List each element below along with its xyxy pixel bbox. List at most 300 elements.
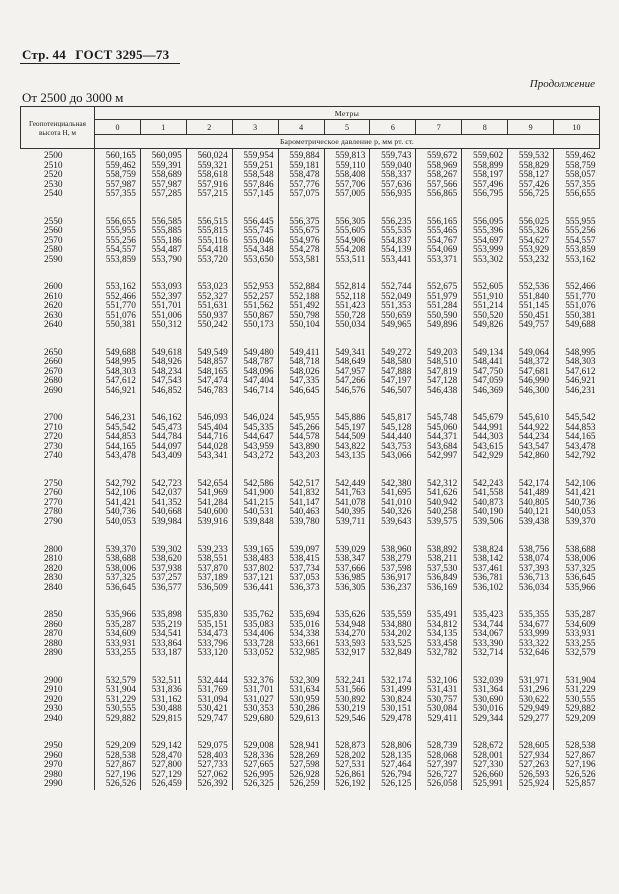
- pressure-value: 548,303: [565, 357, 596, 368]
- pressure-cell: [416, 477, 462, 543]
- height-value: 2500: [43, 151, 63, 161]
- pressure-value: 538,756: [518, 544, 550, 555]
- pressure-value: 550,104: [289, 320, 320, 331]
- pressure-value: 553,162: [105, 282, 136, 293]
- pressure-cell: [278, 346, 324, 412]
- pressure-value: 535,966: [105, 610, 136, 621]
- table-row: [21, 215, 600, 281]
- pressure-cell: [508, 543, 554, 609]
- height-value: 2520: [43, 170, 63, 180]
- pressure-value: 541,010: [381, 497, 412, 508]
- pressure-value: 530,757: [427, 694, 458, 705]
- pressure-value: 539,780: [289, 516, 320, 527]
- pressure-value: 536,917: [381, 573, 412, 584]
- pressure-value: 538,824: [472, 544, 504, 555]
- gost-number: ГОСТ 3295—73: [75, 47, 170, 62]
- pressure-value: 532,782: [427, 648, 458, 659]
- pressure-value: 542,929: [472, 451, 504, 462]
- pressure-value: 547,819: [427, 366, 458, 377]
- pressure-value: 531,229: [565, 685, 596, 696]
- pressure-value: 526,660: [472, 769, 504, 780]
- pressure-value: 545,955: [289, 413, 320, 424]
- pressure-value: 558,548: [243, 170, 274, 180]
- pressure-cell: [278, 149, 324, 215]
- pressure-value: 535,287: [105, 619, 136, 630]
- pressure-value: 547,059: [472, 376, 504, 387]
- pressure-value: 529,411: [427, 713, 458, 724]
- pressure-value: 533,187: [151, 648, 182, 659]
- pressure-value: 550,728: [335, 310, 366, 321]
- pressure-value: 542,792: [105, 478, 136, 489]
- pressure-value: 527,531: [335, 760, 366, 771]
- pressure-cell: [370, 149, 416, 215]
- pressure-value: 529,209: [105, 741, 136, 752]
- pressure-value: 553,023: [197, 282, 228, 293]
- pressure-cell: [370, 739, 416, 790]
- pressure-value: 541,147: [289, 497, 320, 508]
- pressure-cell: [232, 346, 278, 412]
- pressure-value: 546,369: [472, 385, 504, 396]
- pressure-value: 547,612: [565, 366, 596, 377]
- pressure-cell: [416, 543, 462, 609]
- pressure-value: 542,106: [565, 478, 596, 489]
- pressure-value: 547,266: [335, 376, 366, 387]
- pressure-value: 554,418: [197, 245, 228, 256]
- pressure-value: 559,743: [381, 151, 412, 161]
- pressure-cell: [370, 346, 416, 412]
- pressure-value: 527,397: [427, 760, 458, 771]
- pressure-value: 557,355: [105, 189, 136, 199]
- pressure-cell: [95, 674, 141, 740]
- pressure-value: 527,934: [518, 750, 550, 761]
- pressure-value: 526,192: [335, 779, 366, 790]
- pressure-value: 535,626: [335, 610, 366, 621]
- pressure-cell: [232, 739, 278, 790]
- pressure-value: 545,542: [105, 422, 136, 433]
- pressure-cell: [186, 280, 232, 346]
- height-value: 2650: [43, 347, 63, 358]
- table-body: [21, 149, 600, 790]
- pressure-value: 544,853: [565, 422, 596, 433]
- pressure-value: 553,999: [472, 245, 504, 256]
- pressure-cell: [278, 739, 324, 790]
- pressure-value: 545,610: [518, 413, 550, 424]
- pressure-value: 549,203: [427, 347, 458, 358]
- pressure-cell: [324, 674, 370, 740]
- pressure-value: 545,128: [381, 422, 412, 433]
- height-value: 2780: [43, 507, 63, 518]
- height-value: 2880: [43, 638, 63, 649]
- height-value: 2550: [43, 216, 63, 227]
- pressure-value: 541,352: [151, 497, 182, 508]
- pressure-value: 557,355: [565, 179, 596, 190]
- column-header-row: [21, 120, 600, 135]
- pressure-value: 541,078: [335, 497, 366, 508]
- height-value: 2850: [43, 610, 63, 621]
- pressure-value: 537,393: [518, 563, 550, 574]
- pressure-value: 528,605: [518, 741, 550, 752]
- pressure-cell: [186, 411, 232, 477]
- pressure-value: 557,145: [243, 189, 274, 199]
- column-header: 10: [554, 120, 600, 135]
- pressure-value: 552,536: [518, 282, 550, 293]
- column-header: 2: [186, 120, 232, 135]
- height-value: 2640: [43, 320, 63, 331]
- pressure-value: 546,300: [518, 385, 550, 396]
- pressure-value: 534,880: [381, 619, 412, 630]
- pressure-value: 530,488: [151, 704, 182, 715]
- pressure-value: 526,459: [151, 779, 182, 790]
- height-value: 2700: [43, 413, 63, 424]
- pressure-value: 547,888: [381, 366, 412, 377]
- pressure-value: 555,116: [197, 235, 228, 246]
- pressure-value: 528,739: [427, 741, 458, 752]
- pressure-value: 537,325: [105, 573, 136, 584]
- header-rule: [20, 63, 180, 64]
- pressure-value: 539,233: [197, 544, 228, 555]
- pressure-value: 540,121: [518, 507, 550, 518]
- pressure-value: 547,128: [427, 376, 458, 387]
- pressure-value: 532,106: [427, 675, 458, 686]
- height-cell: [21, 215, 95, 281]
- pressure-value: 538,892: [427, 544, 458, 555]
- pressure-cell: [324, 608, 370, 674]
- pressure-value: 553,511: [335, 254, 366, 265]
- pressure-cell: [324, 739, 370, 790]
- pressure-cell: [462, 411, 508, 477]
- pressure-value: 536,373: [289, 582, 320, 593]
- height-value: 2960: [43, 750, 63, 761]
- pressure-value: 555,885: [151, 226, 182, 237]
- pressure-value: 545,748: [427, 413, 458, 424]
- pressure-value: 541,832: [289, 488, 320, 499]
- column-header: 0: [95, 120, 141, 135]
- pressure-value: 551,770: [105, 301, 136, 312]
- height-value: 2840: [43, 582, 63, 593]
- height-cell: [21, 346, 95, 412]
- pressure-cell: [140, 346, 186, 412]
- pressure-cell: [462, 346, 508, 412]
- pressure-value: 552,327: [197, 291, 228, 302]
- pressure-value: 545,197: [335, 422, 366, 433]
- pressure-value: 559,321: [197, 160, 228, 171]
- pressure-value: 556,585: [151, 216, 182, 227]
- pressure-value: 546,093: [197, 413, 228, 424]
- pressure-value: 540,190: [472, 507, 504, 518]
- pressure-value: 540,326: [381, 507, 412, 518]
- pressure-value: 555,605: [335, 226, 366, 237]
- pressure-value: 535,694: [289, 610, 320, 621]
- height-value: 2900: [43, 675, 63, 686]
- pressure-value: 541,558: [472, 488, 504, 499]
- pressure-value: 549,272: [381, 347, 412, 358]
- column-header: 1: [140, 120, 186, 135]
- pressure-value: 555,396: [472, 226, 504, 237]
- pressure-value: 558,337: [381, 170, 412, 180]
- pressure-value: 526,928: [289, 769, 320, 780]
- pressure-value: 547,474: [197, 376, 228, 387]
- pressure-value: 546,438: [427, 385, 458, 396]
- pressure-value: 546,231: [105, 413, 136, 424]
- pressure-cell: [186, 477, 232, 543]
- pressure-value: 547,750: [472, 366, 504, 377]
- pressure-value: 529,075: [197, 741, 228, 752]
- pressure-value: 552,049: [381, 291, 412, 302]
- pressure-value: 537,257: [151, 573, 182, 584]
- pressure-value: 534,541: [151, 629, 182, 640]
- pressure-cell: [554, 608, 600, 674]
- pressure-value: 540,600: [197, 507, 228, 518]
- pressure-value: 533,593: [335, 638, 366, 649]
- pressure-cell: [232, 149, 278, 215]
- pressure-value: 542,037: [151, 488, 182, 499]
- pressure-value: 559,813: [335, 151, 366, 161]
- pressure-value: 536,169: [427, 582, 458, 593]
- pressure-value: 527,196: [105, 769, 136, 780]
- column-header: 9: [508, 120, 554, 135]
- pressure-value: 557,987: [105, 179, 136, 190]
- height-value: 2930: [43, 704, 63, 715]
- height-value: 2730: [43, 441, 63, 452]
- column-header: 4: [278, 120, 324, 135]
- pressure-value: 550,451: [518, 310, 550, 321]
- pressure-cell: [140, 739, 186, 790]
- pressure-value: 527,330: [472, 760, 504, 771]
- pressure-value: 547,543: [151, 376, 182, 387]
- pressure-value: 551,562: [243, 301, 274, 312]
- pressure-value: 543,409: [151, 451, 182, 462]
- pressure-value: 532,579: [565, 648, 596, 659]
- pressure-value: 531,229: [105, 694, 136, 705]
- table-row: [21, 280, 600, 346]
- page-number: Стр. 44: [22, 47, 66, 62]
- pressure-value: 556,305: [335, 216, 366, 227]
- pressure-value: 534,609: [105, 629, 136, 640]
- pressure-cell: [370, 543, 416, 609]
- pressure-value: 554,767: [427, 235, 458, 246]
- pressure-value: 555,675: [289, 226, 320, 237]
- pressure-value: 537,530: [427, 563, 458, 574]
- pressure-cell: [140, 215, 186, 281]
- pressure-value: 533,052: [243, 648, 274, 659]
- pressure-cell: [324, 215, 370, 281]
- pressure-value: 527,800: [151, 760, 182, 771]
- pressure-value: 535,219: [151, 619, 182, 630]
- pressure-value: 548,303: [105, 366, 136, 377]
- pressure-value: 527,062: [197, 769, 228, 780]
- pressure-value: 552,814: [335, 282, 366, 293]
- pressure-value: 544,784: [151, 432, 182, 443]
- pressure-value: 541,900: [243, 488, 274, 499]
- pressure-value: 552,397: [151, 291, 182, 302]
- pressure-cell: [324, 477, 370, 543]
- pressure-value: 558,267: [427, 170, 458, 180]
- pressure-cell: [370, 674, 416, 740]
- pressure-value: 543,272: [243, 451, 274, 462]
- pressure-value: 531,904: [105, 685, 136, 696]
- pressure-value: 533,458: [427, 638, 458, 649]
- pressure-value: 536,849: [427, 573, 458, 584]
- pressure-value: 559,391: [151, 160, 182, 171]
- pressure-value: 549,411: [289, 347, 320, 358]
- pressure-value: 554,139: [381, 245, 412, 256]
- pressure-value: 540,873: [472, 497, 504, 508]
- pressure-value: 540,053: [565, 507, 596, 518]
- pressure-cell: [324, 149, 370, 215]
- pressure-value: 557,636: [381, 179, 412, 190]
- pressure-value: 541,626: [427, 488, 458, 499]
- pressure-value: 558,057: [565, 170, 596, 180]
- pressure-value: 549,826: [472, 320, 504, 331]
- pressure-value: 553,859: [565, 245, 596, 256]
- pressure-value: 536,102: [472, 582, 504, 593]
- pressure-cell: [95, 739, 141, 790]
- pressure-value: 535,898: [151, 610, 182, 621]
- pressure-value: 558,969: [427, 160, 458, 171]
- pressure-value: 529,478: [381, 713, 412, 724]
- pressure-value: 533,525: [381, 638, 412, 649]
- pressure-value: 532,646: [518, 648, 550, 659]
- pressure-value: 548,787: [243, 357, 274, 368]
- pressure-value: 537,598: [381, 563, 412, 574]
- pressure-cell: [95, 608, 141, 674]
- pressure-value: 557,916: [197, 179, 228, 190]
- pressure-value: 529,344: [472, 713, 504, 724]
- table-row: [21, 411, 600, 477]
- pressure-value: 530,421: [197, 704, 228, 715]
- height-cell: [21, 543, 95, 609]
- pressure-value: 548,995: [565, 347, 596, 358]
- pressure-value: 551,423: [335, 301, 366, 312]
- pressure-value: 555,745: [243, 226, 274, 237]
- pressure-value: 550,242: [197, 320, 228, 331]
- height-value: 2920: [43, 694, 63, 705]
- pressure-value: 527,867: [105, 760, 136, 771]
- pressure-value: 557,496: [472, 179, 504, 190]
- pressure-cell: [186, 608, 232, 674]
- pressure-value: 541,421: [565, 488, 596, 499]
- pressure-value: 532,241: [335, 675, 366, 686]
- pressure-cell: [186, 215, 232, 281]
- height-range-title: От 2500 до 3000 м: [22, 90, 124, 105]
- pressure-value: 535,016: [289, 619, 320, 630]
- pressure-value: 553,790: [151, 254, 182, 265]
- height-value: 2970: [43, 760, 63, 771]
- column-header: 6: [370, 120, 416, 135]
- table-row: [21, 674, 600, 740]
- pressure-value: 529,008: [243, 741, 274, 752]
- pressure-value: 557,285: [151, 189, 182, 199]
- pressure-value: 543,684: [427, 441, 458, 452]
- pressure-value: 538,960: [381, 544, 412, 555]
- pressure-value: 548,234: [151, 366, 182, 377]
- pressure-value: 534,948: [335, 619, 366, 630]
- pressure-value: 538,006: [105, 563, 136, 574]
- pressure-value: 529,277: [518, 713, 550, 724]
- pressure-value: 552,884: [289, 282, 320, 293]
- height-value: 2860: [43, 619, 63, 630]
- pressure-value: 546,852: [151, 385, 182, 396]
- pressure-value: 556,515: [197, 216, 228, 227]
- table-row: [21, 149, 600, 215]
- pressure-value: 528,538: [105, 750, 136, 761]
- pressure-value: 552,675: [427, 282, 458, 293]
- pressure-cell: [508, 674, 554, 740]
- pressure-value: 532,917: [335, 648, 366, 659]
- pressure-value: 541,969: [197, 488, 228, 499]
- pressure-value: 533,255: [105, 648, 136, 659]
- pressure-value: 544,991: [472, 422, 504, 433]
- pressure-value: 531,701: [243, 685, 274, 696]
- height-value: 2660: [43, 357, 63, 368]
- pressure-cell: [370, 280, 416, 346]
- pressure-cell: [232, 477, 278, 543]
- pressure-cell: [95, 149, 141, 215]
- pressure-value: 537,734: [289, 563, 320, 574]
- pressure-cell: [462, 674, 508, 740]
- pressure-value: 558,689: [151, 170, 182, 180]
- pressure-value: 533,931: [565, 629, 596, 640]
- pressure-value: 535,762: [243, 610, 274, 621]
- pressure-value: 544,578: [289, 432, 320, 443]
- pressure-value: 537,666: [335, 563, 366, 574]
- pressure-value: 528,470: [151, 750, 182, 761]
- pressure-cell: [462, 280, 508, 346]
- pressure-value: 543,547: [518, 441, 550, 452]
- continuation-label: Продолжение: [529, 78, 595, 90]
- pressure-value: 554,278: [289, 245, 320, 256]
- pressure-value: 538,688: [105, 554, 136, 565]
- pressure-cell: [95, 477, 141, 543]
- pressure-value: 526,058: [427, 779, 458, 790]
- pressure-value: 534,406: [243, 629, 274, 640]
- pressure-value: 547,612: [105, 376, 136, 387]
- pressure-cell: [232, 215, 278, 281]
- pressure-value: 557,846: [243, 179, 274, 190]
- pressure-value: 536,441: [243, 582, 274, 593]
- pressure-value: 554,557: [105, 245, 136, 256]
- pressure-value: 545,404: [197, 422, 228, 433]
- pressure-value: 528,068: [427, 750, 458, 761]
- pressure-value: 554,837: [381, 235, 412, 246]
- pressure-value: 538,620: [151, 554, 182, 565]
- pressure-value: 532,714: [472, 648, 504, 659]
- pressure-value: 549,480: [243, 347, 274, 358]
- pressure-value: 557,987: [151, 179, 182, 190]
- pressure-value: 526,593: [518, 769, 550, 780]
- pressure-value: 553,232: [518, 254, 550, 265]
- pressure-value: 533,661: [289, 638, 320, 649]
- pressure-value: 543,959: [243, 441, 274, 452]
- pressure-value: 532,579: [105, 675, 136, 686]
- pressure-cell: [278, 280, 324, 346]
- pressure-value: 530,824: [381, 694, 412, 705]
- pressure-value: 531,634: [289, 685, 320, 696]
- pressure-cell: [508, 477, 554, 543]
- pressure-value: 548,718: [289, 357, 320, 368]
- pressure-value: 540,395: [335, 507, 366, 518]
- pressure-cell: [95, 215, 141, 281]
- pressure-value: 542,243: [472, 478, 504, 489]
- pressure-value: 537,461: [472, 563, 504, 574]
- pressure-value: 540,942: [427, 497, 458, 508]
- height-value: 2810: [43, 554, 63, 565]
- pressure-value: 553,162: [565, 254, 596, 265]
- pressure-value: 544,647: [243, 432, 274, 443]
- pressure-value: 554,069: [427, 245, 458, 256]
- pressure-value: 550,867: [243, 310, 274, 321]
- pressure-value: 532,849: [381, 648, 412, 659]
